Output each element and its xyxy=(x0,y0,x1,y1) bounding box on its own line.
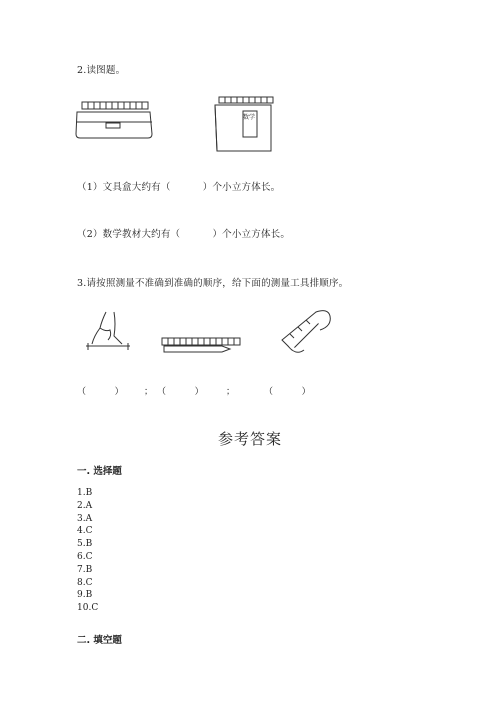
separator-2: ； xyxy=(226,387,236,397)
answer-list xyxy=(77,487,98,615)
answer-item: 8.C xyxy=(77,577,93,588)
textbook-illustration xyxy=(213,95,275,155)
tape-measure-illustration xyxy=(278,306,334,358)
answer-item: 6.C xyxy=(77,551,93,562)
pencil-box-illustration xyxy=(74,100,154,142)
answer-item: 3.A xyxy=(77,513,93,524)
answer-item: 1.B xyxy=(77,488,93,498)
answer-item: 10.C xyxy=(77,603,99,614)
cube-pencil-illustration xyxy=(160,336,242,356)
answer-item: 4.C xyxy=(77,526,93,537)
answer-key-heading: 参考答案 xyxy=(217,430,282,448)
section-fill-blank: 二. 填空题 xyxy=(77,635,122,646)
answer-item: 7.B xyxy=(77,564,93,575)
hand-span-illustration xyxy=(84,310,134,354)
answer-blank-2: （ ） xyxy=(157,387,204,397)
section-multiple-choice: 一. 选择题 xyxy=(77,466,122,477)
answer-item: 9.B xyxy=(77,590,93,601)
question-3-title: 3.请按照测量不准确到准确的顺序，给下面的测量工具排顺序。 xyxy=(77,278,349,289)
answer-item: 2.A xyxy=(77,500,93,511)
question-2-line-1: （1）文具盒大约有（ ）个小立方体长。 xyxy=(77,182,281,193)
question-2-title: 2.读图题。 xyxy=(77,65,126,76)
separator-1: ； xyxy=(144,387,154,397)
question-2-line-2: （2）数学教材大约有（ ）个小立方体长。 xyxy=(77,229,291,240)
answer-blank-3: （ ） xyxy=(264,387,311,397)
textbook-cover-label: 数学 xyxy=(243,114,256,121)
answer-blank-1: （ ） xyxy=(77,387,124,397)
answer-item: 5.B xyxy=(77,539,93,550)
